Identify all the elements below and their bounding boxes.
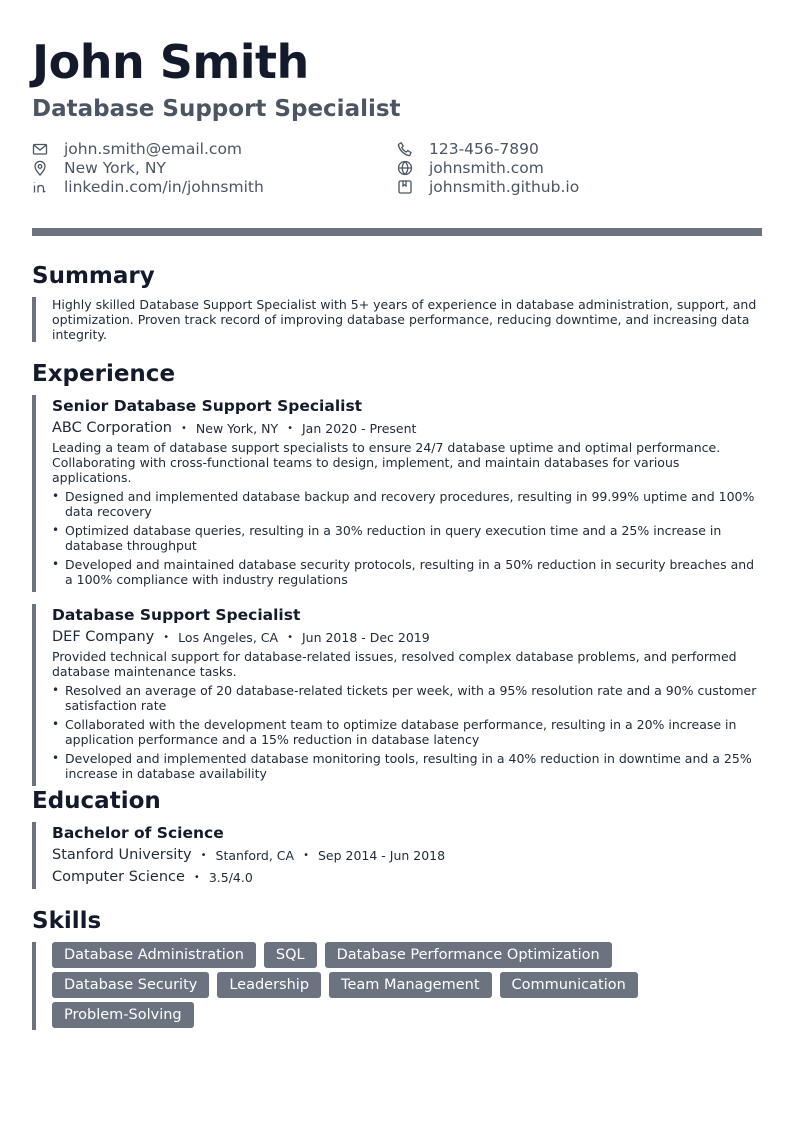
- degree: Bachelor of Science: [52, 824, 224, 842]
- skills-list: [52, 942, 762, 1028]
- skill-chip: Team Management: [329, 972, 491, 998]
- job-title-headline: Database Support Specialist: [32, 96, 401, 122]
- job-description: Leading a team of database support specialists to ensure 24/7 database uptime and optimal performance. Collaborating with cross-functional teams to design, implement, and maintain databases for various applications.: [52, 440, 721, 485]
- email-text: john.smith@email.com: [64, 139, 243, 158]
- education-dates: Sep 2014 - Jun 2018: [317, 848, 446, 863]
- gpa: 3.5/4.0: [208, 870, 253, 885]
- contact-phone[interactable]: [397, 139, 539, 158]
- skill-chip: Database Administration: [52, 942, 256, 968]
- job-location: Los Angeles, CA: [178, 630, 279, 645]
- contact-website[interactable]: [397, 158, 544, 177]
- skill-chip: SQL: [264, 942, 317, 968]
- job-meta: [52, 628, 762, 647]
- skills-block: [32, 942, 762, 1030]
- contact-info: [32, 139, 762, 199]
- summary-block: [32, 297, 762, 342]
- github-text: johnsmith.github.io: [429, 177, 580, 196]
- separator-dot: •: [200, 850, 207, 861]
- skill-chip: Communication: [500, 972, 638, 998]
- school-location: Stanford, CA: [215, 848, 295, 863]
- education-section: [32, 787, 762, 889]
- experience-heading: Experience: [32, 361, 176, 387]
- globe-icon: [397, 160, 413, 176]
- location-pin-icon: [32, 160, 48, 176]
- separator-dot: •: [193, 872, 200, 883]
- phone-text: 123-456-7890: [429, 139, 539, 158]
- resume-page: [32, 35, 762, 1023]
- major-meta: [52, 868, 762, 887]
- experience-section: [32, 360, 762, 786]
- job-bullets: [52, 489, 762, 587]
- contact-location: [32, 158, 166, 177]
- list-item: • Optimized database queries, resulting in a 30% reduction in query execution time and a 25% increase in database throughput: [52, 523, 762, 553]
- summary-text: Highly skilled Database Support Specialist with 5+ years of experience in database administration, support, and optimization. Proven track record of improving database performance, reducing downtime, and increasing data integrity.: [52, 297, 757, 342]
- list-item: • Resolved an average of 20 database-related tickets per week, with a 95% resolution rate and a 90% customer satisfaction rate: [52, 683, 762, 713]
- contact-email[interactable]: [32, 139, 242, 158]
- list-item: • Designed and implemented database backup and recovery procedures, resulting in 99.99% uptime and 100% data recovery: [52, 489, 762, 519]
- separator-dot: •: [163, 632, 170, 643]
- website-text: johnsmith.com: [429, 158, 544, 177]
- candidate-name: John Smith: [32, 35, 309, 89]
- job-entry: [32, 395, 762, 592]
- education-heading: Education: [32, 788, 161, 814]
- job-dates: Jan 2020 - Present: [302, 421, 417, 436]
- job-meta: [52, 419, 762, 438]
- education-meta: [52, 846, 762, 865]
- separator-dot: •: [287, 423, 293, 434]
- company-name: ABC Corporation: [52, 420, 173, 436]
- separator-dot: •: [287, 632, 293, 643]
- contact-linkedin[interactable]: [32, 177, 264, 196]
- job-bullets: [52, 683, 762, 781]
- separator-dot: •: [303, 850, 309, 861]
- job-dates: Jun 2018 - Dec 2019: [301, 630, 430, 645]
- location-text: New York, NY: [64, 158, 166, 177]
- skill-chip: Problem-Solving: [52, 1002, 194, 1028]
- summary-section: [32, 262, 762, 342]
- skills-section: [32, 907, 762, 1030]
- mail-icon: [32, 141, 48, 157]
- list-item: • Collaborated with the development team to optimize database performance, resulting in a 20% increase in application performance and a 15% reduction in database latency: [52, 717, 762, 747]
- header-divider: [32, 228, 762, 236]
- summary-heading: Summary: [32, 263, 155, 289]
- skill-chip: Leadership: [217, 972, 321, 998]
- phone-icon: [397, 141, 413, 157]
- skill-chip: Database Security: [52, 972, 209, 998]
- job-entry: [32, 604, 762, 786]
- separator-dot: •: [181, 423, 187, 434]
- major: Computer Science: [52, 869, 185, 885]
- linkedin-icon: [32, 179, 48, 195]
- job-title: Senior Database Support Specialist: [52, 397, 363, 415]
- skills-heading: Skills: [32, 908, 102, 934]
- list-item: • Developed and maintained database security protocols, resulting in a 50% reduction in security breaches and a 100% compliance with industry regulations: [52, 557, 762, 587]
- list-item: • Developed and implemented database monitoring tools, resulting in a 40% reduction in downtime and a 25% increase in database availability: [52, 751, 762, 781]
- education-entry: [32, 822, 762, 889]
- contact-github[interactable]: [397, 177, 579, 196]
- skill-chip: Database Performance Optimization: [325, 942, 612, 968]
- bookmark-icon: [397, 179, 413, 195]
- school-name: Stanford University: [52, 847, 192, 863]
- linkedin-text: linkedin.com/in/johnsmith: [64, 177, 264, 196]
- job-title: Database Support Specialist: [52, 606, 301, 624]
- job-description: Provided technical support for database-related issues, resolved complex database problems, and performed database maintenance tasks.: [52, 649, 737, 679]
- job-location: New York, NY: [195, 421, 279, 436]
- company-name: DEF Company: [52, 629, 155, 645]
